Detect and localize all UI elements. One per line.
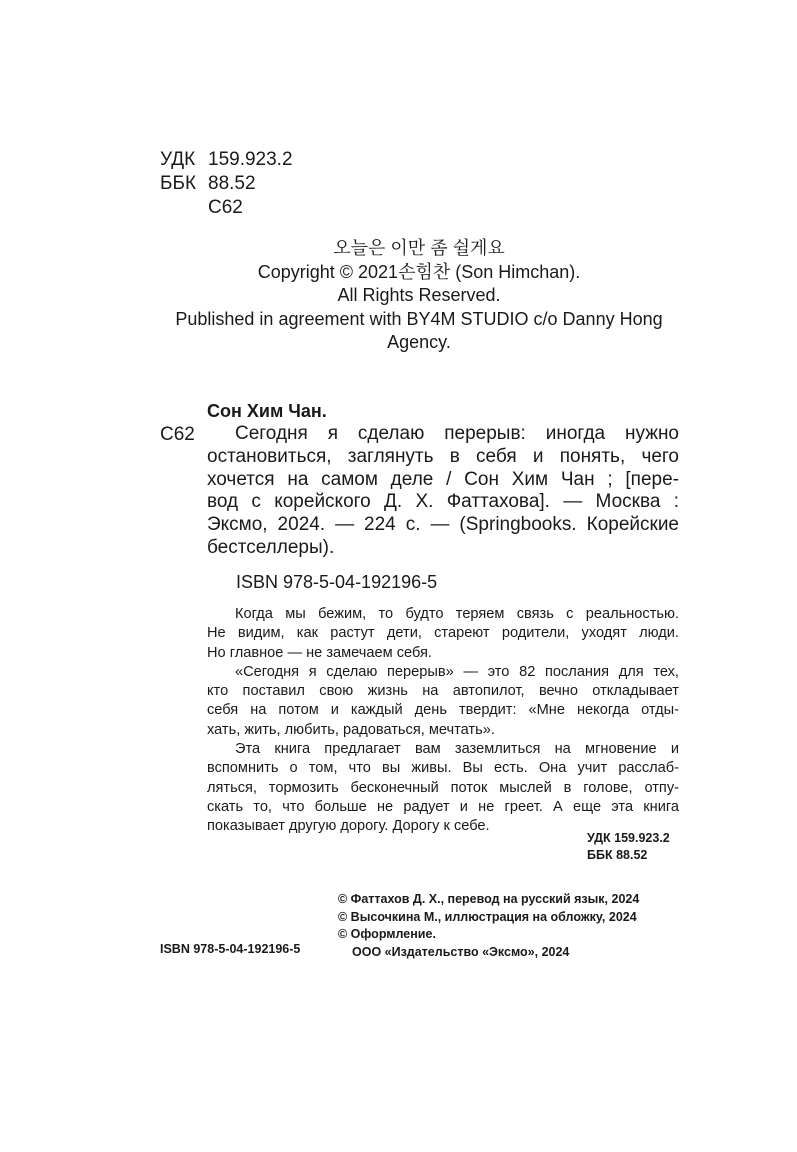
annotation-line: показывает другую дорогу. Дорогу к себе.: [207, 818, 490, 835]
footer-catalog-codes: [587, 830, 670, 864]
author-heading: Сон Хим Чан.: [207, 401, 327, 421]
copyright-translation: © Фаттахов Д. Х., перевод на русский язык, 2024: [338, 892, 640, 906]
copyright-line: Copyright © 2021손힘찬 (Son Himchan).: [257, 261, 581, 282]
korean-title: 오늘은 이만 좀 쉴게요: [333, 238, 505, 258]
copyright-publisher: ООО «Издательство «Эксмо», 2024: [352, 944, 570, 959]
annotation-line: хать, жить, любить, радоваться, мечтать».: [207, 721, 495, 738]
copyright-notices: [338, 891, 639, 961]
bbk-value: 88.52: [208, 173, 256, 194]
annotation-line: скать то, что больше не радует и не греет. А еще эта книга: [207, 798, 679, 815]
udk-value: 159.923.2: [208, 149, 293, 170]
author-sign: С62: [208, 197, 243, 218]
copyright-illustration: © Высочкина М., иллюстрация на обложку, 2024: [338, 909, 637, 924]
annotation: [207, 605, 679, 837]
bibliographic-description: [207, 423, 679, 560]
annotation-line: Когда мы бежим, то будто теряем связь с реальностью.: [235, 606, 679, 622]
isbn-record: ISBN 978-5-04-192196-5: [236, 572, 438, 592]
original-edition-info: [160, 237, 678, 355]
bib-line: остановиться, заглянуть в себя и понять, чего: [207, 445, 679, 467]
bbk-label: ББК: [160, 173, 197, 194]
copyright-design: © Оформление.: [338, 927, 436, 941]
annotation-line: вспомнить о том, что вы живы. Вы есть. Она учит расслаб-: [207, 760, 679, 777]
published-line-1: Published in agreement with BY4M STUDIO c/o Danny Hong: [175, 308, 663, 329]
isbn-footer: ISBN 978-5-04-192196-5: [160, 942, 301, 956]
annotation-line: себя на потом и каждый день твердит: «Мне некогда отды-: [207, 702, 679, 719]
annotation-line: «Сегодня я сделаю перерыв» — это 82 послания для тех,: [235, 663, 679, 680]
rights-line: All Rights Reserved.: [337, 285, 501, 305]
record-catalog-code: С62: [160, 424, 195, 445]
bib-line: хочется на самом деле / Сон Хим Чан ; [пере-: [207, 468, 679, 490]
bib-line: бестселлеры).: [207, 536, 335, 558]
bib-line: вод с корейского Д. Х. Фаттахова]. — Москва :: [207, 491, 679, 513]
udk-label: УДК: [160, 149, 196, 170]
catalog-codes: [160, 148, 360, 220]
bib-line: Сегодня я сделаю перерыв: иногда нужно: [235, 423, 679, 444]
footer-bbk: ББК 88.52: [587, 848, 648, 862]
annotation-line: кто поставил свою жизнь на автопилот, вечно откладывает: [207, 683, 679, 700]
annotation-line: Эта книга предлагает вам заземлиться на мгновение и: [235, 741, 679, 758]
footer-udk: УДК 159.923.2: [587, 831, 670, 845]
annotation-line: ляться, тормозить бесконечный поток мыслей в голове, отпу-: [207, 779, 679, 796]
bib-line: Эксмо, 2024. — 224 с. — (Springbooks. Корейские: [207, 514, 679, 536]
annotation-line: Но главное — не замечаем себя.: [207, 644, 432, 661]
published-line-2: Agency.: [387, 332, 451, 352]
annotation-line: Не видим, как растут дети, стареют родители, уходят люди.: [207, 625, 679, 642]
